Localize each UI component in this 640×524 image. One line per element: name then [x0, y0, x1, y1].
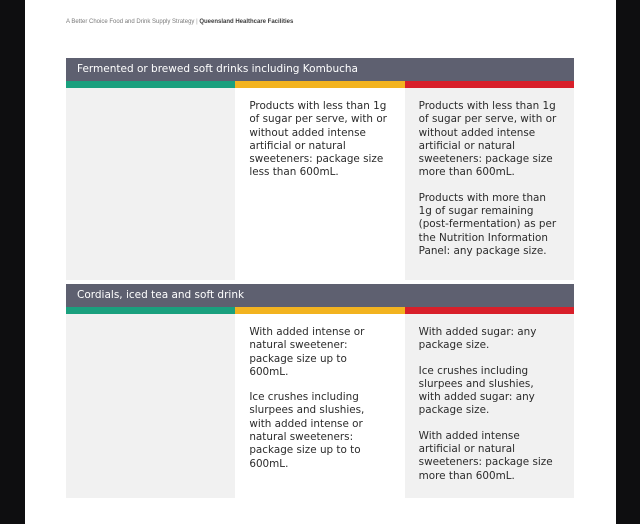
amber-column — [235, 88, 404, 280]
category-columns — [66, 314, 574, 498]
red-band — [405, 307, 574, 314]
section-title: Cordials, iced tea and soft drink — [66, 284, 574, 307]
amber-criteria: Ice crushes including slurpees and slushies, with added intense or natural sweeteners: package size up to to 600mL. — [249, 391, 365, 470]
red-criteria: Ice crushes including slurpees and slushies, with added sugar: any package size. — [418, 364, 535, 417]
traffic-light-bar — [66, 307, 574, 314]
red-criteria: With added intense artificial or natural sweeteners: package size more than 600mL. — [418, 429, 553, 482]
running-header — [66, 19, 293, 25]
traffic-light-bar — [66, 81, 574, 88]
amber-criteria: With added intense or natural sweetener: package size up to 600mL. — [249, 326, 365, 378]
green-column — [66, 314, 235, 498]
red-column — [405, 314, 574, 498]
document-page — [25, 0, 616, 524]
green-band — [66, 307, 235, 314]
amber-band — [235, 307, 404, 314]
header-separator: | — [196, 19, 198, 25]
organisation-name: Queensland Healthcare Facilities — [199, 19, 294, 25]
red-column — [405, 88, 574, 280]
amber-band — [235, 81, 404, 88]
green-band — [66, 81, 235, 88]
red-criteria: Products with less than 1g of sugar per serve, with or without added intense artificial or natural sweeteners: package size more than 600mL. — [418, 100, 557, 179]
green-column — [66, 88, 235, 280]
section-cordials — [66, 284, 574, 498]
amber-column — [235, 314, 404, 498]
amber-criteria: Products with less than 1g of sugar per serve, with or without added intense artificial or natural sweeteners: package size less than 600mL. — [249, 100, 387, 179]
red-criteria: Products with more than 1g of sugar remaining (post-fermentation) as per the Nutrition Information Panel: any package size. — [418, 191, 557, 257]
red-criteria: With added sugar: any package size. — [418, 326, 537, 352]
document-title: A Better Choice Food and Drink Supply Strategy — [66, 19, 195, 25]
section-title: Fermented or brewed soft drinks including Kombucha — [66, 58, 574, 81]
category-columns — [66, 88, 574, 280]
red-band — [405, 81, 574, 88]
section-kombucha — [66, 58, 574, 280]
